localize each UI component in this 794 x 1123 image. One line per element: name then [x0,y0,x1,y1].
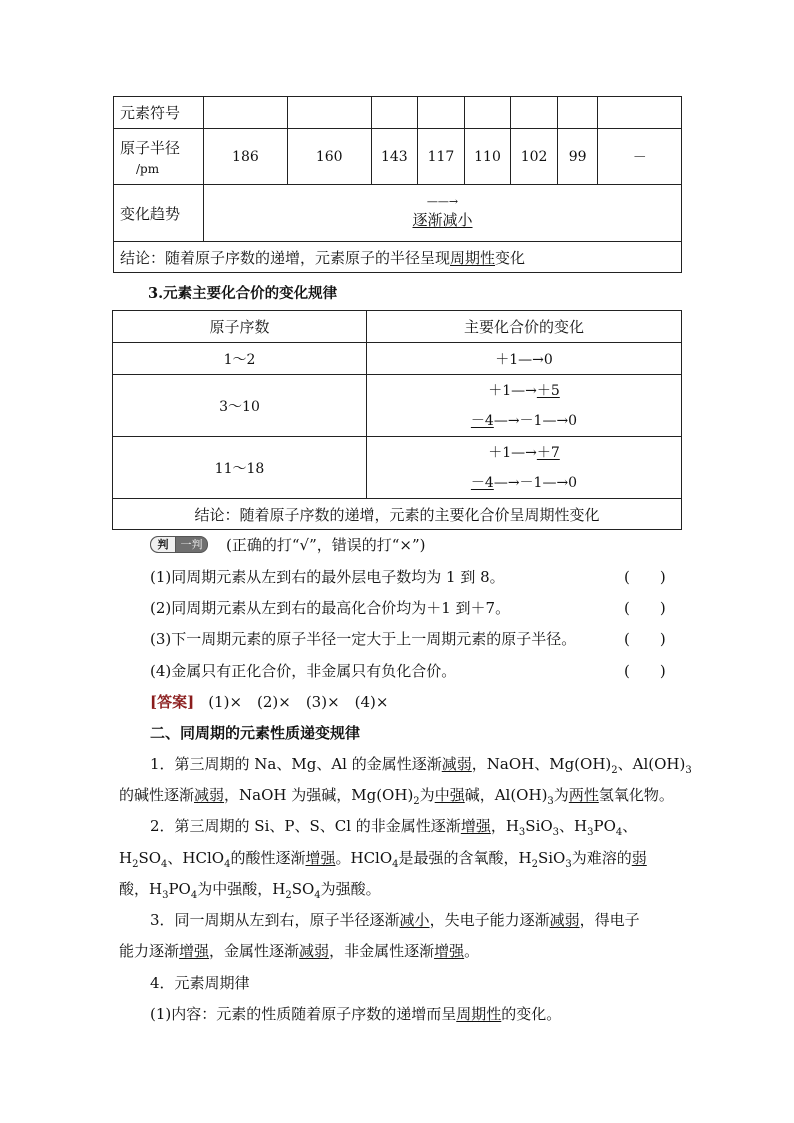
subscript: 2 [132,859,139,870]
text-run: 为 [419,786,435,804]
radius-value: 117 [418,129,465,185]
text-run: 。HClO [335,849,393,867]
text-run: 增强 [434,942,465,960]
text-run: 减弱 [549,911,580,929]
text-run: 的酸性逐渐 [230,849,306,867]
text-run: 2．第三周期的 Si、P、S、Cl 的非金属性逐渐 [150,817,461,835]
subscript: 3 [565,859,572,870]
text-run: 增强 [305,849,336,867]
text-run: ，得电子 [579,911,640,929]
row-label-symbol: 元素符号 [114,97,204,129]
conclusion-text: 结论：随着原子序数的递增，元素原子的半径呈现 [120,248,451,267]
symbol-cell [557,97,598,129]
text-run: ，失电子能力逐渐 [429,911,550,929]
paragraph-3-line2 [119,940,679,961]
text-run: 增强 [460,817,491,835]
valence-part: ＋1—→ [488,382,537,399]
subscript: 3 [552,827,560,838]
subscript: 3 [547,796,554,807]
valence-part: ＋1—→ [488,444,537,461]
text-run: 3．同一周期从左到右，原子半径逐渐 [150,911,400,929]
valence-max: ＋5 [536,382,560,399]
row-num: 3～10 [113,375,367,437]
text-run: (1)内容：元素的性质随着原子序数的递增而呈 [150,1005,457,1023]
row-num: 11～18 [113,437,367,499]
paragraph-1-line1 [150,753,710,776]
answer-blank: ( ) [624,662,666,680]
judge-badge-right: 一判 [180,538,203,551]
judge-item: (1)同周期元素从左到右的最外层电子数均为 1 到 8。 [150,568,505,586]
answer-label: [答案] [150,693,195,711]
text-run: SiO [525,817,553,835]
subscript: 4 [224,859,231,870]
text-run: 减弱 [441,755,472,773]
row-valence [367,375,682,437]
text-run: 减弱 [194,786,225,804]
text-run: SO [138,849,162,867]
answer-text: (1)× (2)× (3)× (4)× [208,693,389,711]
subscript: 4 [615,827,623,838]
text-run: 、Al(OH) [617,755,686,773]
text-run: 弱 [631,849,647,867]
text-run: 中强 [434,786,465,804]
symbol-cell [511,97,558,129]
subscript: 2 [285,890,292,901]
text-run: 氢氧化物。 [598,786,674,804]
text-run: 两性 [568,786,599,804]
row-valence [367,437,682,499]
valence-conclusion: 结论：随着原子序数的递增，元素的主要化合价呈周期性变化 [113,499,682,530]
text-run: 酸，H [119,880,163,898]
radius-value: 110 [464,129,511,185]
text-run: 的变化。 [501,1005,562,1023]
section2-title: 二、同周期的元素性质递变规律 [150,724,361,742]
text-run: ，H [490,817,519,835]
subscript: 4 [190,890,198,901]
symbol-cell [464,97,511,129]
text-run: 为 [553,786,569,804]
paragraph-5 [150,1003,710,1024]
text-run: 为中强酸，H [197,880,286,898]
judge-item: (2)同周期元素从左到右的最高化合价均为＋1 到＋7。 [150,599,511,617]
text-run: 增强 [179,942,210,960]
paragraph-2-line3 [119,878,679,901]
header-atomic-number: 原子序数 [113,311,367,343]
text-run: ，非金属性逐渐 [329,942,435,960]
radius-value: 99 [557,129,598,185]
radius-value: 143 [371,129,418,185]
text-run: SiO [537,849,566,867]
text-run: 、H [559,817,588,835]
radius-value: 102 [511,129,558,185]
subscript: 4 [392,859,399,870]
paragraph-2-line1 [150,815,710,838]
valence-min: －4 [470,412,494,429]
symbol-cell [204,97,288,129]
valence-part: —→－1—→0 [493,412,578,429]
answer-blank: ( ) [624,568,666,586]
trend-text: 逐渐减小 [412,211,473,229]
radius-conclusion [114,242,682,273]
radius-value: 160 [287,129,371,185]
text-run: ，金属性逐渐 [209,942,300,960]
text-run: PO [168,880,191,898]
subscript: 2 [413,796,420,807]
subscript: 3 [518,827,526,838]
valence-max: ＋7 [536,444,560,461]
paragraph-2-line2 [119,847,679,870]
text-run: H [119,849,133,867]
subscript: 3 [162,890,169,901]
text-run: ，NaOH 为强碱，Mg(OH) [224,786,414,804]
conclusion-underlined: 周期性 [450,248,496,267]
radius-table [113,96,682,273]
text-run: 是最强的含氧酸，H [398,849,532,867]
paragraph-3-line1 [150,909,710,930]
text-run: 碱，Al(OH) [464,786,548,804]
row-valence: ＋1—→0 [367,343,682,375]
text-run: 。 [464,942,480,960]
valence-min: －4 [470,474,494,491]
text-run: 能力逐渐 [119,942,180,960]
text-run: ，NaOH、Mg(OH) [471,755,612,773]
text-run: 为强酸。 [320,880,381,898]
answer-blank: ( ) [624,599,666,617]
text-run: 周期性 [456,1005,502,1023]
radius-label-line1: 原子半径 [120,139,181,157]
text-run: 减小 [399,911,430,929]
row-num: 1～2 [113,343,367,375]
symbol-cell [418,97,465,129]
symbol-cell [371,97,418,129]
text-run: 减弱 [299,942,330,960]
valence-table [112,310,682,530]
judge-item: (3)下一周期元素的原子半径一定大于上一周期元素的原子半径。 [150,630,577,648]
radius-label-line2: /pm [136,162,160,176]
text-run: 、 [622,817,638,835]
symbol-cell [598,97,682,129]
symbol-cell [287,97,371,129]
text-run: 为难溶的 [571,849,632,867]
trend-cell [204,185,682,242]
judge-badge-left: 判 [151,537,176,552]
judge-item: (4)金属只有正化合价，非金属只有负化合价。 [150,662,457,680]
text-run: PO [593,817,616,835]
answer-blank: ( ) [624,630,666,648]
radius-value: 186 [204,129,288,185]
judge-instruction: (正确的打“√”，错误的打“×”) [226,536,426,554]
text-run: 1．第三周期的 Na、Mg、Al 的金属性逐渐 [150,755,442,773]
subscript: 3 [685,765,692,776]
answer-line [150,691,388,712]
subscript: 2 [531,859,538,870]
section3-title: 3.元素主要化合价的变化规律 [148,285,338,302]
text-run: 的碱性逐渐 [119,786,195,804]
paragraph-4: 4．元素周期律 [150,974,250,992]
trend-arrow: ——→ [426,195,459,208]
header-valence: 主要化合价的变化 [367,311,682,343]
paragraph-1-line2 [119,784,679,807]
valence-part: —→－1—→0 [493,474,578,491]
subscript: 2 [611,765,618,776]
text-run: 、HClO [167,849,225,867]
subscript: 4 [314,890,321,901]
subscript: 4 [161,859,168,870]
row-label-trend: 变化趋势 [114,185,204,242]
row-label-radius [114,129,204,185]
subscript: 3 [587,827,594,838]
text-run: SO [291,880,315,898]
radius-value: － [598,129,682,185]
judge-badge [150,536,208,553]
conclusion-suffix: 变化 [495,248,526,267]
